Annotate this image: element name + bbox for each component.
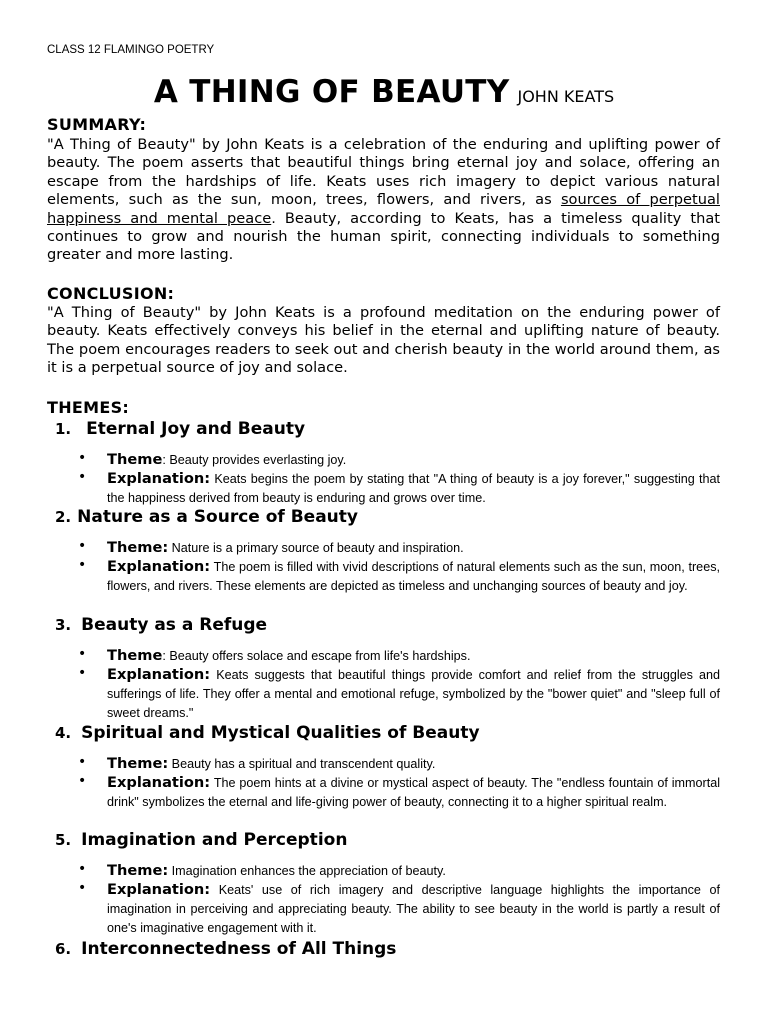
explanation-label: Explanation: (107, 881, 211, 898)
theme-label: Theme (107, 451, 163, 468)
summary-paragraph (47, 136, 720, 265)
explanation-label: Explanation: (107, 558, 211, 575)
explanation-text: The poem hints at a divine or mystical aspect of beauty. The "endless fountain of immortal drink" symbolizes the eternal and life-giving power of beauty, connecting it to a higher spiritual realm. (107, 776, 720, 810)
theme-heading-5 (55, 830, 347, 850)
bullet-body (107, 557, 720, 596)
theme-title: Eternal Joy and Beauty (86, 419, 306, 439)
bullet-body (107, 646, 720, 666)
bullet-dot-icon: • (78, 665, 87, 681)
theme-label: Theme: (107, 539, 169, 556)
title-row (0, 74, 768, 110)
explanation-text: The poem is filled with vivid descriptions of natural elements such as the sun, moon, trees, flowers, and rivers. These elements are depicted as timeless and unchanging sources of beauty and joy. (107, 560, 720, 594)
bullet-body (107, 665, 720, 724)
bullet-dot-icon: • (78, 773, 87, 789)
theme-text: : Beauty offers solace and escape from life's hardships. (162, 649, 471, 663)
theme-label: Theme (107, 647, 163, 664)
bullet-body (107, 773, 720, 812)
theme-heading-1 (55, 419, 305, 439)
theme-text: Imagination enhances the appreciation of beauty. (168, 864, 446, 878)
theme-title: Beauty as a Refuge (81, 615, 268, 635)
bullet-body (107, 754, 720, 774)
theme-number: 2. (55, 508, 72, 526)
theme-number: 6. (55, 940, 72, 958)
bullet-body (107, 538, 720, 558)
theme-text: : Beauty provides everlasting joy. (162, 453, 347, 467)
bullet-body (107, 861, 720, 881)
summary-underlined-text: sources of perpetual happiness and mental peace (47, 191, 720, 227)
explanation-label: Explanation: (107, 666, 211, 683)
document-author: JOHN KEATS (517, 87, 615, 106)
theme-text: Nature is a primary source of beauty and inspiration. (168, 541, 464, 555)
theme-number: 1. (55, 420, 72, 438)
theme-text: Beauty has a spiritual and transcendent quality. (168, 757, 436, 771)
explanation-text: Keats' use of rich imagery and descriptive language highlights the importance of imagination in perceiving and appreciating beauty. The ability to see beauty in the world is partly a result of one's imaginative engagement with it. (107, 883, 720, 936)
summary-text-start: "A Thing of Beauty" by John Keats is a celebration of the enduring and uplifting power of beauty. The poem asserts that beautiful things bring eternal joy and solace, offering an escape from the hardships of life. Keats uses rich imagery to depict various natural elements, such as the sun, moon, trees, flowers, and rivers, as (47, 136, 720, 209)
summary-text-end: . Beauty, according to Keats, has a timeless quality that continues to grow and nourish the human spirit, connecting individuals to something greater and more lasting. (47, 209, 721, 264)
bullet-dot-icon: • (78, 450, 87, 466)
theme-heading-3 (55, 615, 267, 635)
bullet-body (107, 880, 720, 939)
bullet-body (107, 450, 720, 470)
bullet-dot-icon: • (78, 469, 87, 485)
bullet-dot-icon: • (78, 861, 87, 877)
theme-heading-2 (55, 507, 358, 527)
theme-label: Theme: (107, 755, 169, 772)
bullet-dot-icon: • (78, 880, 87, 896)
conclusion-heading: CONCLUSION: (47, 284, 175, 303)
conclusion-paragraph: "A Thing of Beauty" by John Keats is a profound meditation on the enduring power of beauty. Keats effectively conveys his belief in the eternal and uplifting nature of beauty. The poem encourages readers to seek out and cherish beauty in the world around them, as it is a perpetual source of joy and solace. (47, 304, 720, 377)
theme-title: Interconnectedness of All Things (81, 939, 397, 959)
theme-number: 3. (55, 616, 72, 634)
theme-number: 5. (55, 831, 72, 849)
theme-title: Spiritual and Mystical Qualities of Beauty (81, 723, 480, 743)
explanation-text: Keats begins the poem by stating that "A thing of beauty is a joy forever," suggesting that the happiness derived from beauty is enduring and grows over time. (107, 472, 720, 506)
summary-heading: SUMMARY: (47, 115, 147, 134)
explanation-label: Explanation: (107, 470, 211, 487)
theme-heading-4 (55, 723, 480, 743)
page-header: CLASS 12 FLAMINGO POETRY (47, 44, 215, 56)
bullet-body (107, 469, 720, 508)
theme-title: Imagination and Perception (81, 830, 348, 850)
document-title: A THING OF BEAUTY (153, 74, 510, 110)
bullet-dot-icon: • (78, 538, 87, 554)
explanation-text: Keats suggests that beautiful things provide comfort and relief from the struggles and sufferings of life. They offer a mental and emotional refuge, symbolized by the "bower quiet" and "sleep full of sweet dreams." (107, 668, 720, 721)
explanation-label: Explanation: (107, 774, 211, 791)
bullet-dot-icon: • (78, 646, 87, 662)
bullet-dot-icon: • (78, 754, 87, 770)
theme-title: Nature as a Source of Beauty (77, 507, 358, 527)
theme-number: 4. (55, 724, 72, 742)
theme-label: Theme: (107, 862, 169, 879)
themes-heading: THEMES: (47, 398, 130, 417)
theme-heading-6 (55, 939, 396, 959)
bullet-dot-icon: • (78, 557, 87, 573)
